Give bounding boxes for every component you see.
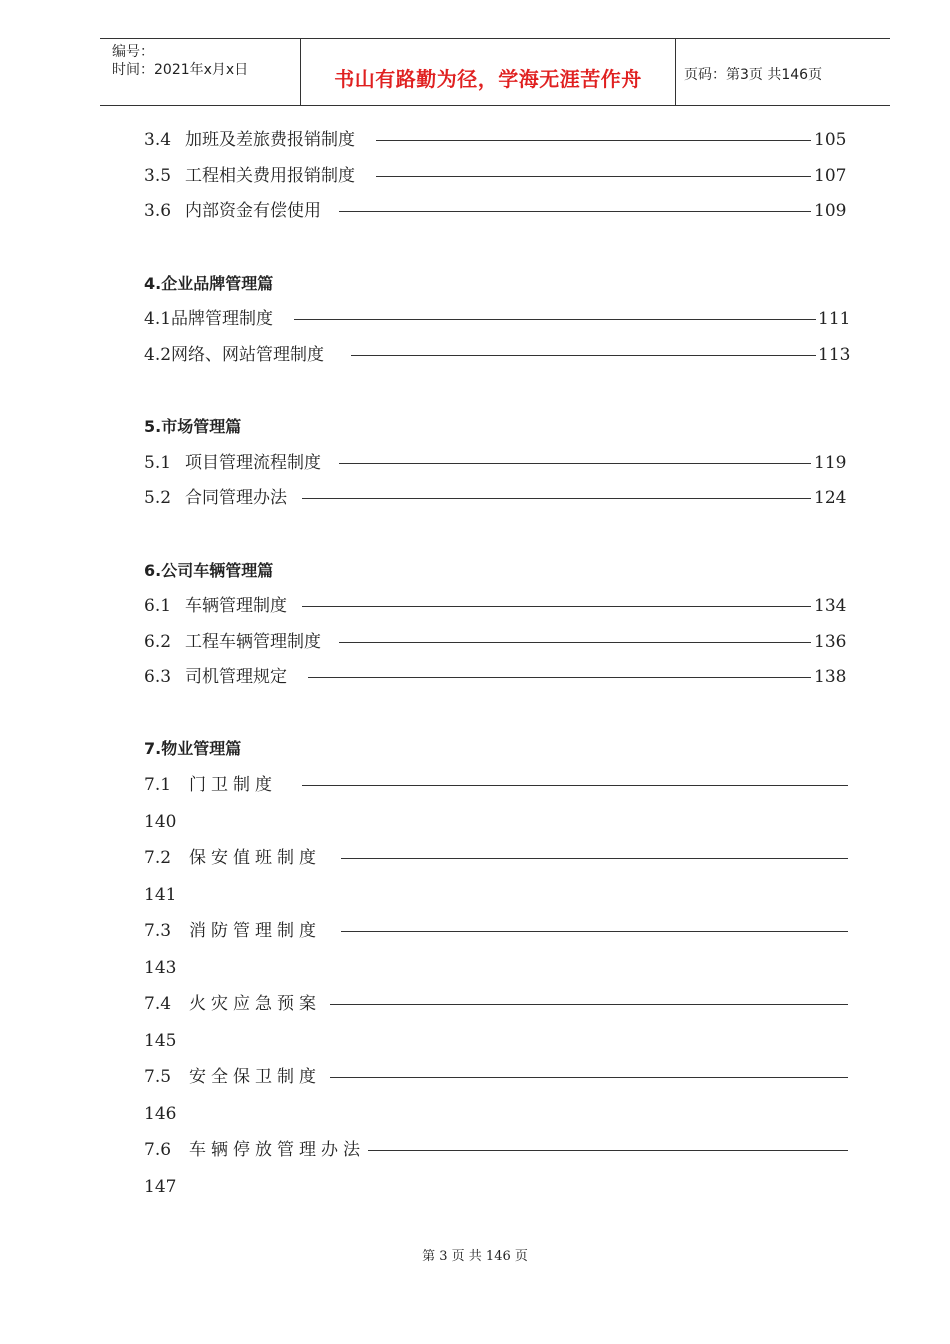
toc-page-7-2: 141	[144, 885, 177, 905]
toc-entry-5-2[interactable]	[144, 485, 847, 511]
toc-title: 合同管理办法	[185, 488, 288, 508]
page-header	[100, 38, 890, 106]
toc-title: 车辆管理制度	[185, 596, 288, 616]
toc-num: 6.1	[144, 596, 172, 616]
toc-leader	[368, 1150, 848, 1151]
section-heading-7: 7.物业管理篇	[144, 739, 242, 758]
toc-page-7-1: 140	[144, 812, 177, 832]
toc-num: 7.3	[144, 921, 172, 941]
toc-entry-7-1[interactable]	[144, 772, 850, 798]
toc-entry-7-3[interactable]	[144, 918, 850, 944]
toc-leader	[330, 1077, 848, 1078]
toc-leader	[339, 463, 811, 464]
toc-num: 4.1	[144, 309, 172, 329]
toc-num: 7.6	[144, 1140, 172, 1160]
toc-title: 门卫制度	[189, 775, 278, 795]
toc-page-7-5: 146	[144, 1104, 177, 1124]
toc-leader	[308, 677, 811, 678]
toc-page: 107	[814, 166, 847, 186]
toc-page-7-3: 143	[144, 958, 177, 978]
toc-leader	[376, 140, 811, 141]
toc-leader	[339, 642, 811, 643]
toc-leader	[302, 606, 811, 607]
toc-title: 内部资金有偿使用	[185, 201, 322, 221]
toc-num: 5.2	[144, 488, 172, 508]
toc-title: 工程相关费用报销制度	[185, 166, 356, 186]
toc-entry-6-1[interactable]	[144, 593, 847, 619]
toc-leader	[330, 1004, 848, 1005]
toc-leader	[294, 319, 816, 320]
toc-leader	[302, 785, 848, 786]
toc-page: 138	[814, 667, 847, 687]
toc-num: 6.3	[144, 667, 172, 687]
toc-page: 136	[814, 632, 847, 652]
toc-title: 品牌管理制度	[171, 309, 274, 329]
toc-num: 7.5	[144, 1067, 172, 1087]
toc-leader	[302, 498, 811, 499]
toc-entry-7-6[interactable]	[144, 1137, 850, 1163]
toc-leader	[341, 931, 848, 932]
toc-num: 7.1	[144, 775, 172, 795]
toc-page: 124	[814, 488, 847, 508]
toc-title: 项目管理流程制度	[185, 453, 322, 473]
toc-num: 6.2	[144, 632, 172, 652]
section-heading-4: 4.企业品牌管理篇	[144, 274, 274, 293]
time-label: 时间：2021年x月x日	[112, 62, 249, 78]
toc-entry-3-5[interactable]	[144, 163, 847, 189]
toc-entry-7-4[interactable]	[144, 991, 850, 1017]
toc-title: 火灾应急预案	[189, 994, 322, 1014]
toc-title: 安全保卫制度	[189, 1067, 322, 1087]
toc-entry-4-1[interactable]	[144, 306, 850, 332]
motto: 书山有路勤为径，学海无涯苦作舟	[334, 67, 642, 91]
number-label: 编号：	[112, 44, 154, 60]
toc-entry-4-2[interactable]	[144, 342, 850, 368]
page-footer: 第 3 页 共 146 页	[422, 1249, 528, 1264]
toc-page: 111	[818, 309, 851, 329]
toc-title: 保安值班制度	[189, 848, 322, 868]
toc-leader	[341, 858, 848, 859]
toc-title: 工程车辆管理制度	[185, 632, 322, 652]
toc-num: 7.4	[144, 994, 172, 1014]
toc-entry-6-3[interactable]	[144, 664, 847, 690]
toc-num: 5.1	[144, 453, 172, 473]
toc-entry-7-5[interactable]	[144, 1064, 850, 1090]
page-info: 页码：第3页 共146页	[684, 67, 823, 83]
toc-num: 3.5	[144, 166, 172, 186]
toc-entry-3-6[interactable]	[144, 198, 847, 224]
toc-page: 113	[818, 345, 851, 365]
toc-num: 4.2	[144, 345, 172, 365]
toc-entry-3-4[interactable]	[144, 127, 847, 153]
toc-leader	[351, 355, 816, 356]
toc-num: 7.2	[144, 848, 172, 868]
toc-leader	[376, 176, 811, 177]
section-heading-6: 6.公司车辆管理篇	[144, 561, 274, 580]
header-page-cell	[676, 39, 890, 105]
toc-title: 加班及差旅费报销制度	[185, 130, 356, 150]
section-heading-5: 5.市场管理篇	[144, 417, 242, 436]
toc-title: 消防管理制度	[189, 921, 322, 941]
toc-title: 司机管理规定	[185, 667, 288, 687]
toc-num: 3.4	[144, 130, 172, 150]
toc-title: 网络、网站管理制度	[171, 345, 325, 365]
toc-entry-6-2[interactable]	[144, 629, 847, 655]
toc-page-7-4: 145	[144, 1031, 177, 1051]
toc-num: 3.6	[144, 201, 172, 221]
toc-page: 134	[814, 596, 847, 616]
toc-page: 109	[814, 201, 847, 221]
header-meta	[100, 39, 301, 105]
toc-leader	[339, 211, 811, 212]
toc-entry-5-1[interactable]	[144, 450, 847, 476]
toc-page: 105	[814, 130, 847, 150]
toc-page-7-6: 147	[144, 1177, 177, 1197]
toc-page: 119	[814, 453, 847, 473]
header-motto-cell	[301, 39, 676, 105]
toc-entry-7-2[interactable]	[144, 845, 850, 871]
toc-title: 车辆停放管理办法	[189, 1140, 366, 1160]
